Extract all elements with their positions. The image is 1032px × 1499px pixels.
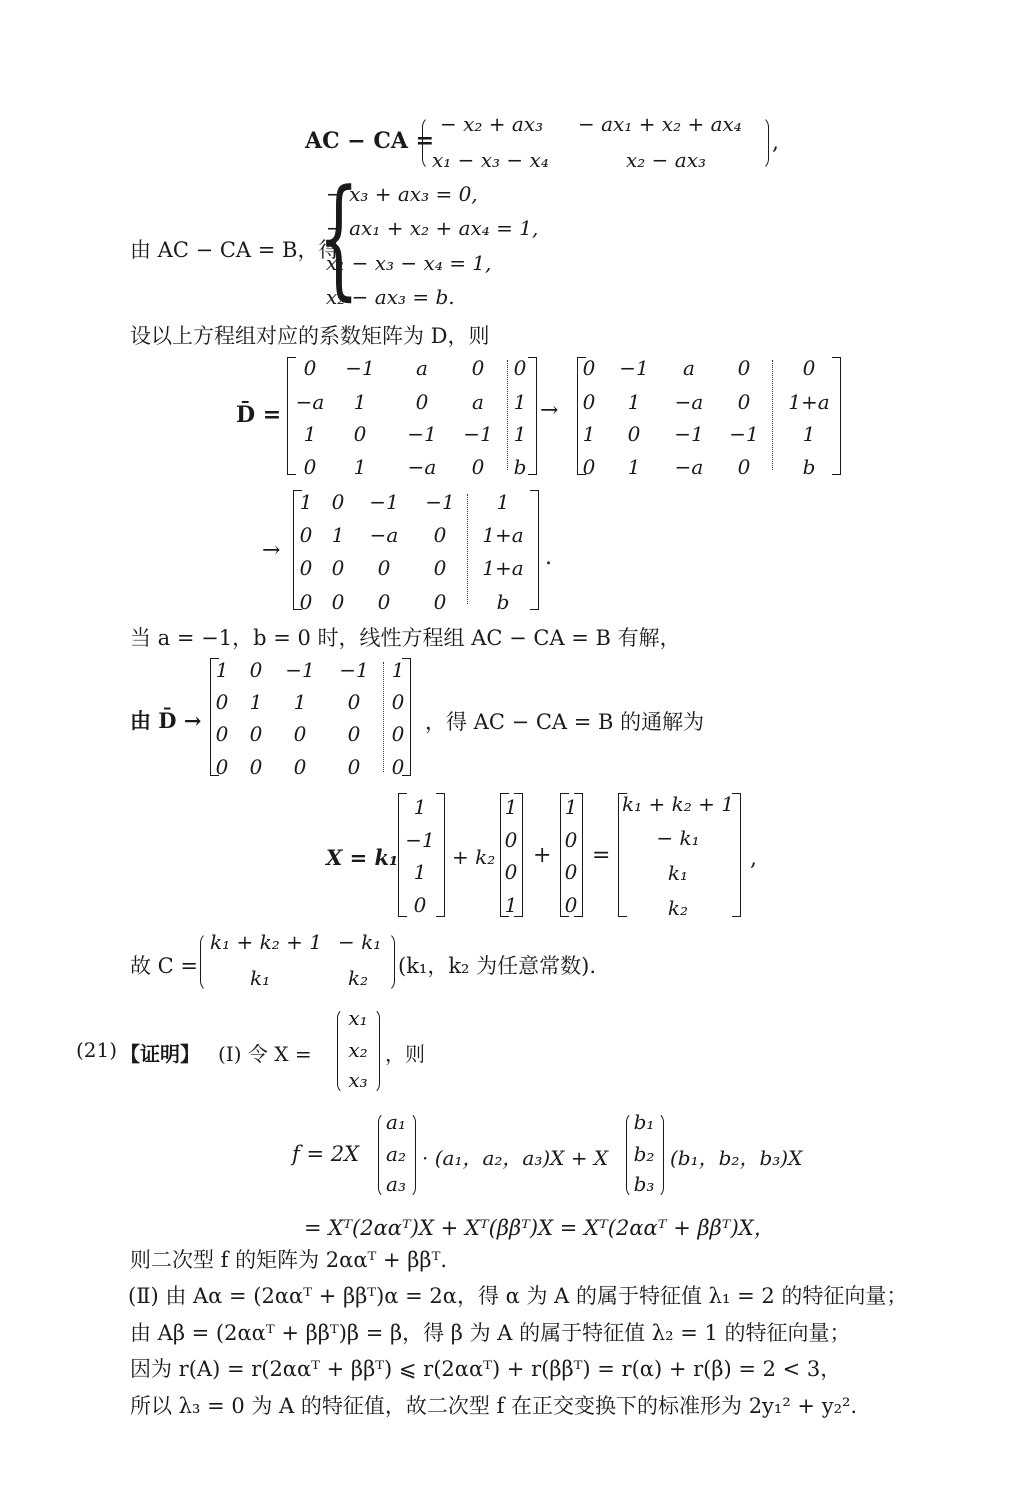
matrix-cell: 0 <box>299 556 313 580</box>
paren-right <box>384 932 395 992</box>
c-r1c1: k₁ + k₂ + 1 <box>210 930 322 954</box>
matrix-cell: 0 <box>293 755 307 779</box>
bracket-right <box>530 490 539 610</box>
eq1-lhs: AC − CA = <box>305 128 435 154</box>
text-line-1: 则二次型 f 的矩阵为 2ααᵀ + ββᵀ. <box>130 1248 448 1272</box>
vector-entry: x₁ <box>348 1006 368 1030</box>
matrix-cell: −1 <box>285 658 315 682</box>
matrix-cell: 0 <box>391 722 405 746</box>
system-eq-1: − x₃ + ax₃ = 0, <box>326 182 478 206</box>
matrix-cell: 1 <box>303 422 317 446</box>
coef-text: 设以上方程组对应的系数矩阵为 D，则 <box>130 324 490 348</box>
matrix-cell: 0 <box>347 722 361 746</box>
matrix-cell: 0 <box>737 390 751 414</box>
matrix-cell: 0 <box>802 356 816 380</box>
vector-entry: k₁ <box>667 861 689 885</box>
matrix-cell: −1 <box>369 490 399 514</box>
vector-entry: 1 <box>504 795 518 819</box>
system-eq-2: − ax₁ + x₂ + ax₄ = 1, <box>326 216 539 240</box>
matrix-cell: −a <box>674 390 704 414</box>
matrix-cell: a <box>472 390 484 414</box>
matrix-cell: 0 <box>303 356 317 380</box>
vector-entry: 0 <box>564 828 578 852</box>
matrix-cell: 1 <box>353 390 367 414</box>
matrix-cell: 1 <box>582 422 596 446</box>
matrix-cell: 0 <box>471 356 485 380</box>
system-intro: 由 AC − CA = B，得 <box>130 238 340 262</box>
vector-entry: 0 <box>504 860 518 884</box>
gen-lhs: X = k₁ <box>326 845 399 870</box>
matrix-cell: 0 <box>391 690 405 714</box>
vector-entry: 0 <box>413 893 427 917</box>
matrix-cell: 1+a <box>788 390 830 414</box>
matrix-cell: 0 <box>433 556 447 580</box>
problem-number: (21) <box>76 1038 118 1062</box>
matrix-cell: −1 <box>425 490 455 514</box>
eq1-r2c2: x₂ − ax₃ <box>626 148 706 172</box>
matrix-cell: 0 <box>471 455 485 479</box>
paren-right <box>758 116 769 170</box>
c-lhs: 故 C = <box>130 954 199 978</box>
matrix-cell: 0 <box>215 755 229 779</box>
vector-entry: 1 <box>564 795 578 819</box>
vector-entry: k₂ <box>667 896 689 920</box>
matrix-cell: 0 <box>303 455 317 479</box>
matrix-cell: −1 <box>463 422 493 446</box>
eq1-r1c2: − ax₁ + x₂ + ax₄ <box>578 112 742 136</box>
matrix-cell: −1 <box>339 658 369 682</box>
condition-text: 当 a = −1，b = 0 时，线性方程组 AC − CA = B 有解， <box>130 626 681 650</box>
f-line-2: = Xᵀ(2ααᵀ)X + Xᵀ(ββᵀ)X = Xᵀ(2ααᵀ + ββᵀ)X， <box>304 1216 775 1240</box>
matrix-cell: −1 <box>407 422 437 446</box>
f-end: (b₁，b₂，b₃)X <box>670 1146 803 1170</box>
vector-entry: b₂ <box>633 1142 655 1166</box>
paren-right <box>370 1008 380 1094</box>
p21-tail: ，则 <box>385 1042 425 1066</box>
system-eq-3: x₁ − x₃ − x₄ = 1, <box>326 251 492 275</box>
plus: + <box>533 843 552 868</box>
m4-intro: 由 D̄ → <box>130 708 202 733</box>
matrix-cell: a <box>416 356 428 380</box>
matrix-cell: 0 <box>331 556 345 580</box>
matrix-cell: 0 <box>353 422 367 446</box>
matrix-cell: 1 <box>353 455 367 479</box>
matrix-cell: 0 <box>331 490 345 514</box>
matrix-cell: 1 <box>627 455 641 479</box>
matrix-cell: 1+a <box>482 556 524 580</box>
matrix-cell: 0 <box>249 722 263 746</box>
matrix-cell: 0 <box>582 455 596 479</box>
arrow-2: → <box>262 538 281 563</box>
matrix-cell: 1 <box>293 690 307 714</box>
f-mid: · (a₁，a₂，a₃)X + X <box>422 1146 609 1170</box>
paren-right <box>654 1112 664 1198</box>
matrix-cell: 1 <box>215 658 229 682</box>
system-eq-4: x₂ − ax₃ = b. <box>326 285 455 309</box>
f-lhs: f = 2X <box>292 1142 360 1166</box>
matrix-cell: b <box>496 590 510 614</box>
gen-comma: , <box>750 846 757 871</box>
matrix-cell: 0 <box>299 590 313 614</box>
c-tail: (k₁，k₂ 为任意常数). <box>398 954 597 978</box>
matrix-cell: 0 <box>331 590 345 614</box>
vector-entry: 1 <box>413 860 427 884</box>
text-line-5: 所以 λ₃ = 0 为 A 的特征值，故二次型 f 在正交变换下的标准形为 2y₁² + y₂². <box>130 1394 858 1418</box>
vector-entry: −1 <box>405 828 435 852</box>
vector-entry: b₁ <box>633 1110 655 1134</box>
vector-entry: 0 <box>564 893 578 917</box>
matrix-cell: −1 <box>729 422 759 446</box>
matrix-cell: 1 <box>299 490 313 514</box>
c-r2c1: k₁ <box>250 966 271 990</box>
c-r1c2: − k₁ <box>338 930 382 954</box>
matrix-cell: a <box>683 356 695 380</box>
vector-entry: k₁ + k₂ + 1 <box>622 792 734 816</box>
text-line-4: 因为 r(A) = r(2ααᵀ + ββᵀ) ⩽ r(2ααᵀ) + r(ββᵀ) = r(α) + r(β) = 2 < 3， <box>130 1357 842 1381</box>
matrix-cell: 0 <box>737 356 751 380</box>
eq1-r1c1: − x₂ + ax₃ <box>440 112 544 136</box>
matrix-cell: 0 <box>513 356 527 380</box>
vector-entry: 0 <box>564 860 578 884</box>
vector-entry: 1 <box>504 893 518 917</box>
matrix-cell: 0 <box>433 523 447 547</box>
matrix-cell: 1+a <box>482 523 524 547</box>
matrix-cell: 0 <box>415 390 429 414</box>
matrix-cell: 0 <box>215 690 229 714</box>
matrix-cell: 1 <box>627 390 641 414</box>
vector-entry: a₂ <box>386 1142 406 1166</box>
part-1-intro: (Ⅰ) 令 X = <box>218 1042 312 1066</box>
vector-entry: x₃ <box>348 1068 368 1092</box>
matrix-cell: 1 <box>391 658 405 682</box>
vector-entry: − k₁ <box>656 826 700 850</box>
vector-entry: 0 <box>504 828 518 852</box>
matrix-cell: 0 <box>627 422 641 446</box>
eq1-r2c1: x₁ − x₃ − x₄ <box>432 148 549 172</box>
matrix-cell: 1 <box>802 422 816 446</box>
matrix-cell: 0 <box>582 356 596 380</box>
matrix-cell: b <box>513 455 527 479</box>
left-brace: { <box>318 161 360 313</box>
proof-tag: 【证明】 <box>120 1042 200 1066</box>
matrix-cell: b <box>802 455 816 479</box>
vector-entry: a₁ <box>386 1110 406 1134</box>
matrix-cell: 0 <box>293 722 307 746</box>
matrix-cell: −a <box>674 455 704 479</box>
text-line-2: (Ⅱ) 由 Aα = (2ααᵀ + ββᵀ)α = 2α，得 α 为 A 的属于特征值 λ₁ = 2 的特征向量； <box>128 1284 908 1308</box>
matrix-cell: −a <box>369 523 399 547</box>
matrix-cell: −a <box>295 390 325 414</box>
matrix-cell: −1 <box>619 356 649 380</box>
matrix-cell: 1 <box>331 523 345 547</box>
dbar-label: D̄ = <box>236 402 282 428</box>
plus-k2: + k₂ <box>452 845 496 869</box>
matrix-cell: 1 <box>513 422 527 446</box>
matrix-cell: 0 <box>377 590 391 614</box>
m4-tail: ，得 AC − CA = B 的通解为 <box>425 710 705 734</box>
augment-line <box>772 360 773 470</box>
matrix-cell: 0 <box>347 755 361 779</box>
matrix-cell: 0 <box>391 755 405 779</box>
matrix-cell: 0 <box>737 455 751 479</box>
paren-right <box>406 1112 416 1198</box>
matrix-cell: 0 <box>582 390 596 414</box>
equals: = <box>592 843 611 868</box>
matrix-cell: 0 <box>377 556 391 580</box>
matrix-cell: 0 <box>249 658 263 682</box>
vector-entry: a₃ <box>386 1172 406 1196</box>
vector-entry: 1 <box>413 795 427 819</box>
matrix-cell: −1 <box>345 356 375 380</box>
matrix-cell: 0 <box>347 690 361 714</box>
matrix-cell: 1 <box>496 490 510 514</box>
matrix-cell: 0 <box>249 755 263 779</box>
matrix-cell: 1 <box>249 690 263 714</box>
eq1-comma: , <box>772 130 779 155</box>
vector-entry: x₂ <box>348 1038 368 1062</box>
matrix-cell: 0 <box>299 523 313 547</box>
text-line-3: 由 Aβ = (2ααᵀ + ββᵀ)β = β，得 β 为 A 的属于特征值 λ₂ = 1 的特征向量； <box>130 1321 851 1345</box>
period: . <box>545 545 552 570</box>
matrix-cell: 0 <box>215 722 229 746</box>
vector-entry: b₃ <box>633 1172 655 1196</box>
c-r2c2: k₂ <box>348 966 369 990</box>
matrix-cell: −a <box>407 455 437 479</box>
matrix-cell: 1 <box>513 390 527 414</box>
matrix-cell: −1 <box>674 422 704 446</box>
matrix-cell: 0 <box>433 590 447 614</box>
arrow-1: → <box>540 398 559 423</box>
